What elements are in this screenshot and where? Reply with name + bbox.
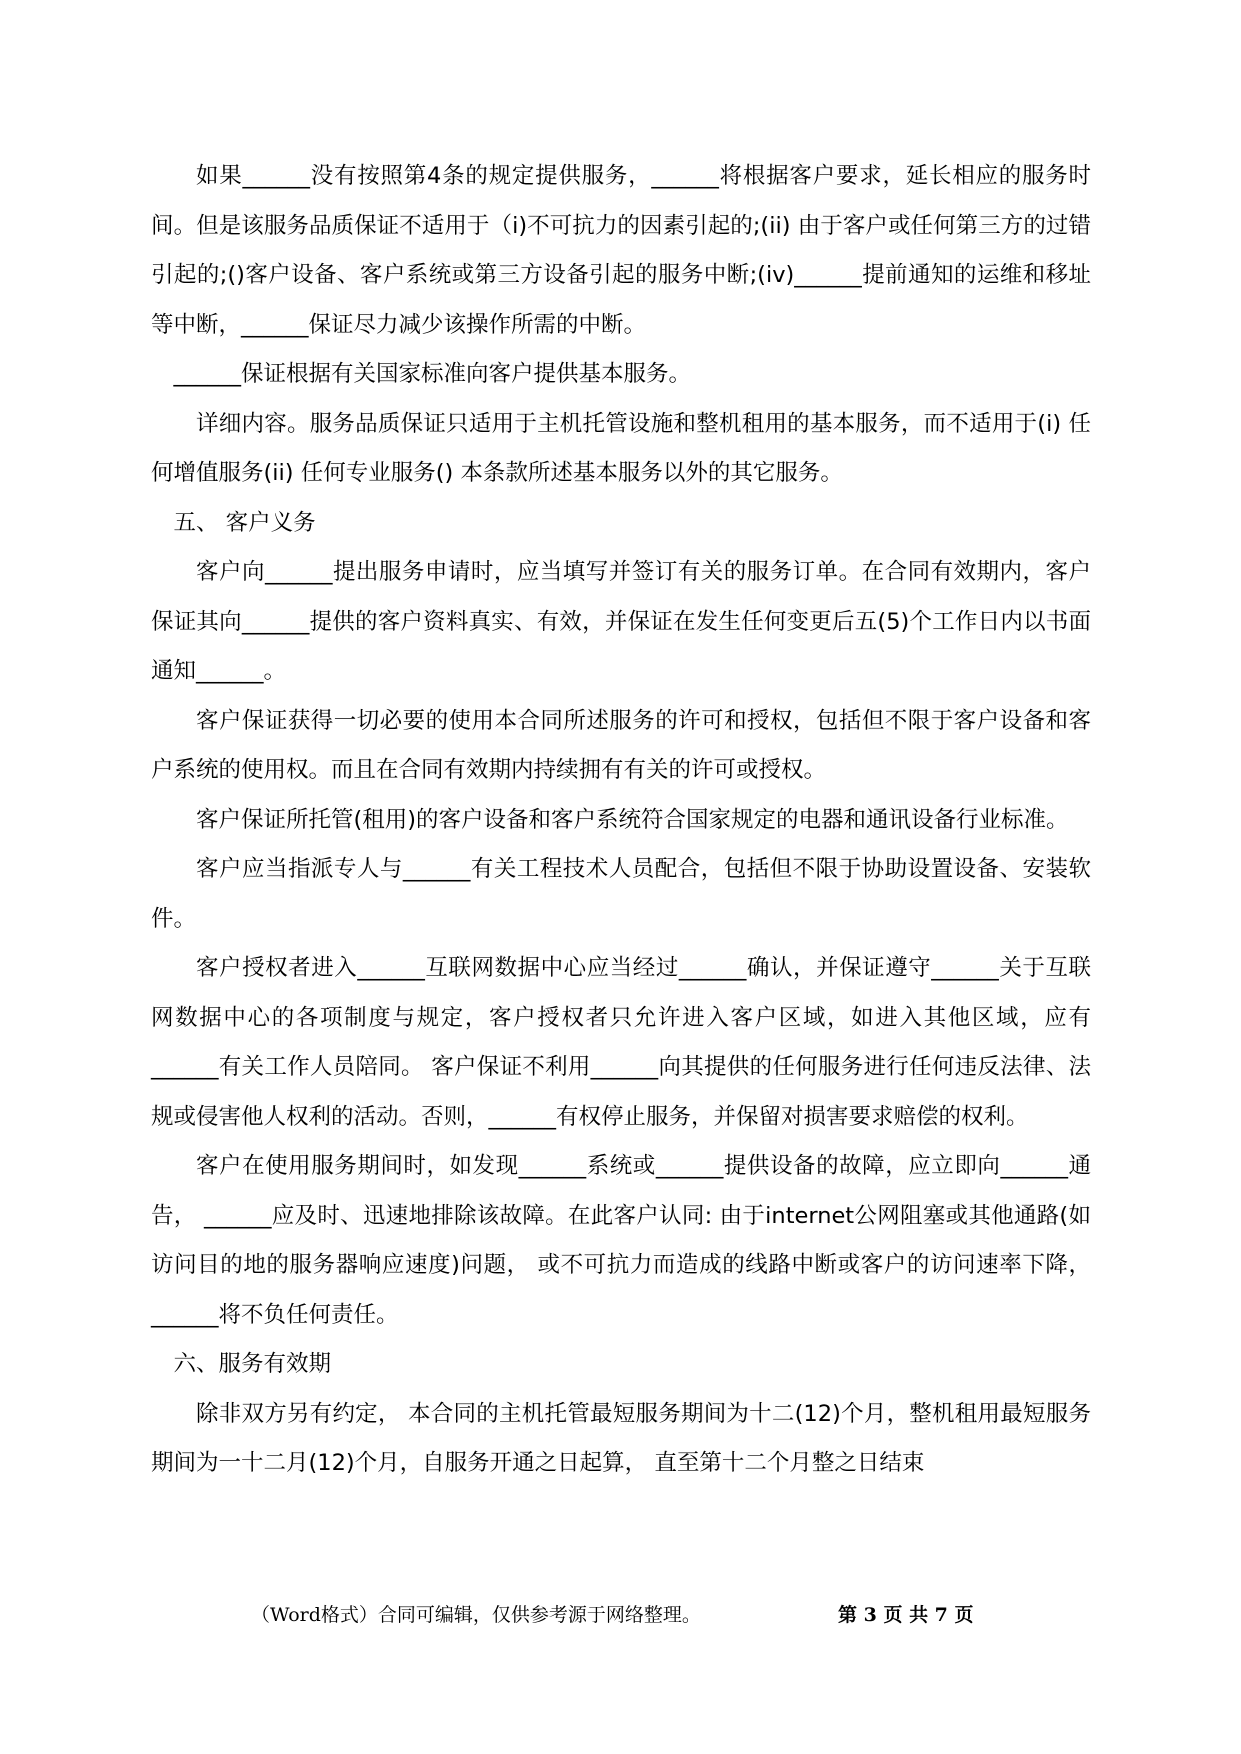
document-body	[151, 152, 1091, 1489]
page-footer	[0, 1600, 1241, 1630]
section-heading-service-period: 六、服务有效期	[173, 1351, 332, 1377]
paragraph-service-application: 客户向______提出服务申请时，应当填写并签订有关的服务订单。在合同有效期内，客户保证其向______提供的客户资料真实、有效，并保证在发生任何变更后五(5)个工作日内以书面通知______。	[151, 559, 1091, 684]
paragraph-equipment-standards: 客户保证所托管(租用)的客户设备和客户系统符合国家规定的电器和通讯设备行业标准。	[196, 806, 1069, 833]
paragraph-basic-service: ______保证根据有关国家标准向客户提供基本服务。	[173, 361, 692, 387]
page-number: 第 3 页 共 7 页	[838, 1604, 974, 1626]
paragraph-service-extension: 如果______没有按照第4条的规定提供服务，______将根据客户要求，延长相应的服务时间。但是该服务品质保证不适用于（i)不可抗力的因素引起的;(ii) 由于客户或任何第三方的过错引起的;()客户设备、客户系统或第三方设备引起的服务中断;(iv)______提前通知的运维和移址等中断，______保证尽力减少该操作所需的中断。	[151, 163, 1091, 338]
paragraph-data-center-access: 客户授权者进入______互联网数据中心应当经过______确认，并保证遵守______关于互联网数据中心的各项制度与规定，客户授权者只允许进入客户区域，如进入其他区域，应有______有关工作人员陪同。 客户保证不利用______向其提供的任何服务进行任何违反法律、法规或侵害他人权利的活动。否则，______有权停止服务，并保留对损害要求赔偿的权利。	[151, 955, 1091, 1130]
paragraph-service-period: 除非双方另有约定， 本合同的主机托管最短服务期间为十二(12)个月，整机租用最短服务期间为一十二月(12)个月，自服务开通之日起算， 直至第十二个月整之日结束	[151, 1400, 1091, 1476]
paragraph-technical-cooperation: 客户应当指派专人与______有关工程技术人员配合，包括但不限于协助设置设备、安装软件。	[151, 856, 1091, 932]
paragraph-fault-reporting: 客户在使用服务期间时，如发现______系统或______提供设备的故障，应立即向______通告， ______应及时、迅速地排除该故障。在此客户认同: 由于internet公网阻塞或其他通路(如访问目的地的服务器响应速度)问题， 或不可抗力而造成的线路中断或客户的访问速率下降， ______将不负任何责任。	[151, 1153, 1091, 1328]
section-heading-customer-obligations: 五、 客户义务	[173, 509, 316, 536]
paragraph-license-authorization: 客户保证获得一切必要的使用本合同所述服务的许可和授权，包括但不限于客户设备和客户系统的使用权。而且在合同有效期内持续拥有有关的许可或授权。	[151, 707, 1091, 783]
footer-note: （Word格式）合同可编辑，仅供参考源于网络整理。	[251, 1604, 701, 1626]
paragraph-details: 详细内容。服务品质保证只适用于主机托管设施和整机租用的基本服务，而不适用于(i) 任何增值服务(ii) 任何专业服务() 本条款所述基本服务以外的其它服务。	[151, 410, 1091, 486]
